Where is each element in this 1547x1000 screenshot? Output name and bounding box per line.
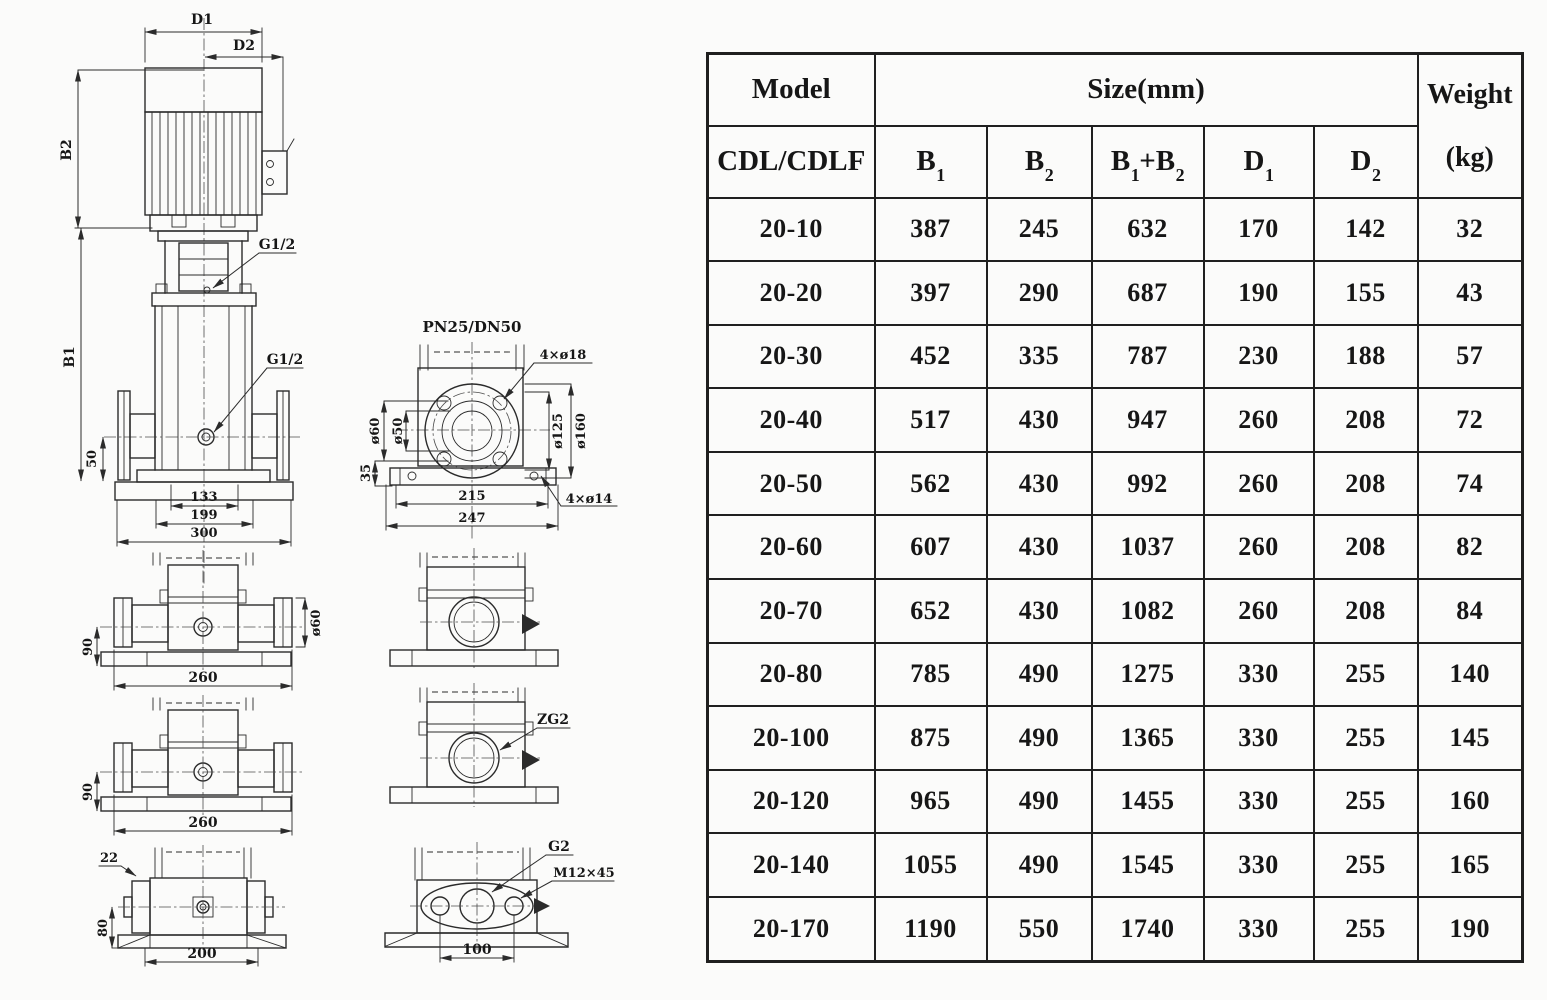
cell-b1: 517 xyxy=(875,388,987,452)
cell-d2: 142 xyxy=(1314,198,1418,262)
cell-model: 20-80 xyxy=(708,643,875,707)
cell-d2: 208 xyxy=(1314,388,1418,452)
table-row xyxy=(708,325,1523,389)
cell-d2: 208 xyxy=(1314,452,1418,516)
cell-model: 20-10 xyxy=(708,198,875,262)
cell-b1b2: 1545 xyxy=(1092,833,1204,897)
dim-label-215: 215 xyxy=(458,489,486,504)
cell-d1: 330 xyxy=(1204,643,1314,707)
cell-b1b2: 1740 xyxy=(1092,897,1204,962)
front-view xyxy=(59,12,303,585)
header-weight-line1: Weight xyxy=(1427,78,1513,110)
header-d1-letter: D xyxy=(1243,145,1265,177)
size-table-header xyxy=(708,54,1523,198)
cell-weight: 57 xyxy=(1418,325,1523,389)
cell-d2: 255 xyxy=(1314,643,1418,707)
cell-weight: 145 xyxy=(1418,706,1523,770)
dia-60-side-label: ø60 xyxy=(309,609,324,637)
dim-label-260-top: 260 xyxy=(188,670,218,686)
port-view-top xyxy=(390,548,558,670)
cell-b1b2: 1455 xyxy=(1092,770,1204,834)
table-row xyxy=(708,579,1523,643)
cell-b1: 1055 xyxy=(875,833,987,897)
header-model: Model xyxy=(708,54,875,126)
cell-model: 20-40 xyxy=(708,388,875,452)
cell-model: 20-170 xyxy=(708,897,875,962)
table-row xyxy=(708,706,1523,770)
dim-label-260-mid: 260 xyxy=(188,815,218,831)
dia-125-label: ø125 xyxy=(551,413,566,449)
cell-d2: 188 xyxy=(1314,325,1418,389)
table-row xyxy=(708,452,1523,516)
port-view-bottom-linework xyxy=(385,842,614,962)
header-b1b2-s2: 2 xyxy=(1175,164,1185,185)
cell-d2: 155 xyxy=(1314,261,1418,325)
cell-b1: 397 xyxy=(875,261,987,325)
table-row xyxy=(708,261,1523,325)
dia-50-label: ø50 xyxy=(391,417,406,445)
header-b1 xyxy=(875,126,987,198)
header-b2-letter: B xyxy=(1024,145,1045,177)
cell-weight: 74 xyxy=(1418,452,1523,516)
cell-d1: 330 xyxy=(1204,770,1314,834)
header-row-2 xyxy=(708,126,1523,198)
thread-label-zg2: ZG2 xyxy=(537,712,569,728)
cell-model: 20-120 xyxy=(708,770,875,834)
dim-label-d2: D2 xyxy=(233,38,255,54)
dia-160-label: ø160 xyxy=(574,413,589,449)
header-b2 xyxy=(987,126,1092,198)
cell-weight: 72 xyxy=(1418,388,1523,452)
cell-b1b2: 992 xyxy=(1092,452,1204,516)
cell-b1b2: 1275 xyxy=(1092,643,1204,707)
cell-b2: 430 xyxy=(987,579,1092,643)
port-view-mid xyxy=(390,683,570,807)
cell-model: 20-60 xyxy=(708,515,875,579)
cell-b2: 335 xyxy=(987,325,1092,389)
cell-d1: 260 xyxy=(1204,579,1314,643)
cell-d2: 208 xyxy=(1314,515,1418,579)
header-b1b2-l2: B xyxy=(1155,145,1176,177)
cell-weight: 43 xyxy=(1418,261,1523,325)
dim-label-90-mid: 90 xyxy=(81,782,96,802)
cell-d1: 260 xyxy=(1204,452,1314,516)
cell-model: 20-20 xyxy=(708,261,875,325)
dim-label-133: 133 xyxy=(190,490,218,505)
cell-b1: 607 xyxy=(875,515,987,579)
dim-label-90-top: 90 xyxy=(81,637,96,657)
cell-weight: 190 xyxy=(1418,897,1523,962)
dia-60-label: ø60 xyxy=(368,417,383,445)
cell-d2: 208 xyxy=(1314,579,1418,643)
cell-model: 20-100 xyxy=(708,706,875,770)
header-row-1 xyxy=(708,54,1523,126)
cell-b1b2: 632 xyxy=(1092,198,1204,262)
flange-view xyxy=(359,318,617,540)
dim-label-300: 300 xyxy=(190,526,218,541)
port-view-bottom xyxy=(385,839,615,962)
header-b1-letter: B xyxy=(916,145,936,177)
header-b2-sub: 2 xyxy=(1044,164,1054,185)
flange-title: PN25/DN50 xyxy=(422,318,522,336)
cell-b1b2: 1365 xyxy=(1092,706,1204,770)
cell-d1: 330 xyxy=(1204,706,1314,770)
cell-b1: 965 xyxy=(875,770,987,834)
front-view-linework xyxy=(75,18,303,585)
cell-b1b2: 1082 xyxy=(1092,579,1204,643)
table-row xyxy=(708,515,1523,579)
cell-model: 20-140 xyxy=(708,833,875,897)
bolt-label-m12x45: M12×45 xyxy=(553,866,615,881)
dim-label-35: 35 xyxy=(359,463,374,483)
cell-b1: 1190 xyxy=(875,897,987,962)
header-d1 xyxy=(1204,126,1314,198)
cell-d1: 330 xyxy=(1204,833,1314,897)
side-view-top-linework xyxy=(97,550,305,690)
cell-b2: 490 xyxy=(987,643,1092,707)
cell-model: 20-50 xyxy=(708,452,875,516)
cell-d1: 260 xyxy=(1204,388,1314,452)
dim-label-d1: D1 xyxy=(191,12,213,28)
dim-label-200: 200 xyxy=(187,946,217,962)
table-row xyxy=(708,770,1523,834)
port-view-mid-linework xyxy=(390,683,570,807)
cell-b2: 490 xyxy=(987,706,1092,770)
header-d1-sub: 1 xyxy=(1265,164,1274,185)
cell-model: 20-30 xyxy=(708,325,875,389)
cell-b2: 245 xyxy=(987,198,1092,262)
size-table-body xyxy=(708,198,1523,962)
cell-d2: 255 xyxy=(1314,897,1418,962)
cell-b2: 290 xyxy=(987,261,1092,325)
cell-b2: 490 xyxy=(987,833,1092,897)
header-model-sub: CDL/CDLF xyxy=(708,126,875,198)
table-row xyxy=(708,198,1523,262)
cell-b1: 652 xyxy=(875,579,987,643)
cell-d1: 190 xyxy=(1204,261,1314,325)
side-view-mid xyxy=(81,695,305,835)
cell-weight: 84 xyxy=(1418,579,1523,643)
thread-label-g2: G2 xyxy=(548,839,570,855)
header-d2 xyxy=(1314,126,1418,198)
cell-b1: 785 xyxy=(875,643,987,707)
header-weight-line2: (kg) xyxy=(1445,141,1494,173)
header-b1b2-s1: 1 xyxy=(1130,164,1140,185)
header-b1b2 xyxy=(1092,126,1204,198)
dim-label-50: 50 xyxy=(85,449,100,469)
cell-b1: 387 xyxy=(875,198,987,262)
port-label-g12-top: G1/2 xyxy=(258,237,296,253)
header-b1b2-plus: + xyxy=(1139,145,1156,177)
cell-d2: 255 xyxy=(1314,706,1418,770)
cell-b1b2: 947 xyxy=(1092,388,1204,452)
dim-label-199: 199 xyxy=(190,508,218,523)
dim-label-b1: B1 xyxy=(62,346,78,368)
table-row xyxy=(708,643,1523,707)
cell-b1: 562 xyxy=(875,452,987,516)
cell-model: 20-70 xyxy=(708,579,875,643)
table-row xyxy=(708,388,1523,452)
header-b1-sub: 1 xyxy=(936,164,946,185)
bolt-holes-top-label: 4×ø18 xyxy=(539,348,587,363)
cell-b1: 452 xyxy=(875,325,987,389)
cell-weight: 160 xyxy=(1418,770,1523,834)
cell-d1: 260 xyxy=(1204,515,1314,579)
side-view-top xyxy=(81,550,324,690)
cell-d2: 255 xyxy=(1314,770,1418,834)
cell-b2: 550 xyxy=(987,897,1092,962)
cell-weight: 165 xyxy=(1418,833,1523,897)
cell-b1: 875 xyxy=(875,706,987,770)
cell-b1b2: 787 xyxy=(1092,325,1204,389)
header-b1b2-l1: B xyxy=(1110,145,1131,177)
bolt-holes-bottom-label: 4×ø14 xyxy=(565,492,613,507)
dim-label-b2: B2 xyxy=(59,139,75,161)
dim-label-80: 80 xyxy=(96,918,111,938)
cell-b2: 430 xyxy=(987,388,1092,452)
dim-label-247: 247 xyxy=(458,511,486,526)
header-size: Size(mm) xyxy=(875,54,1418,126)
port-label-g12-mid: G1/2 xyxy=(266,352,304,368)
table-row xyxy=(708,833,1523,897)
side-view-mid-linework xyxy=(97,695,305,835)
cell-d2: 255 xyxy=(1314,833,1418,897)
header-d2-sub: 2 xyxy=(1372,164,1382,185)
dim-label-100: 100 xyxy=(462,942,492,958)
cell-weight: 140 xyxy=(1418,643,1523,707)
port-view-top-linework xyxy=(390,548,558,670)
pump-drawings xyxy=(0,0,700,1000)
header-d2-letter: D xyxy=(1350,145,1372,177)
cell-weight: 32 xyxy=(1418,198,1523,262)
cell-b1b2: 687 xyxy=(1092,261,1204,325)
size-table xyxy=(706,52,1524,963)
cell-d1: 230 xyxy=(1204,325,1314,389)
cell-b2: 490 xyxy=(987,770,1092,834)
cell-b2: 430 xyxy=(987,452,1092,516)
cell-b2: 430 xyxy=(987,515,1092,579)
cell-d1: 170 xyxy=(1204,198,1314,262)
header-weight xyxy=(1418,54,1523,198)
cell-d1: 330 xyxy=(1204,897,1314,962)
table-row xyxy=(708,897,1523,962)
dim-label-22: 22 xyxy=(99,851,119,866)
side-view-bottom xyxy=(96,845,286,966)
cell-weight: 82 xyxy=(1418,515,1523,579)
cell-b1b2: 1037 xyxy=(1092,515,1204,579)
